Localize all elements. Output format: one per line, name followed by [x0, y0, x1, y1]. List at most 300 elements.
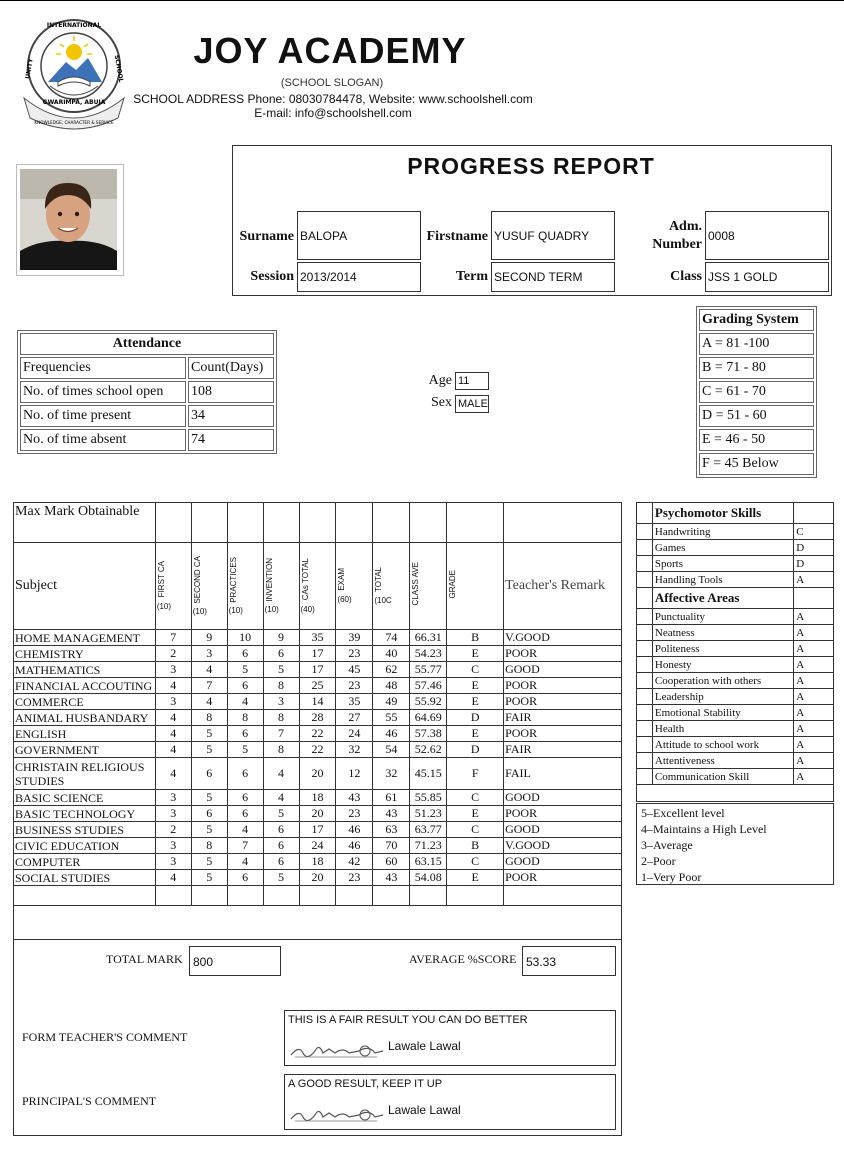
skill-label: Handling Tools: [652, 572, 793, 588]
skill-spacer: [637, 572, 653, 588]
remark-cell: GOOD: [504, 854, 622, 870]
form-teacher-comment-box: [284, 1010, 616, 1066]
skill-row: [637, 556, 834, 572]
skill-row: [637, 609, 834, 625]
score-cell: 42: [336, 854, 373, 870]
skill-row: [637, 641, 834, 657]
score-cell: E: [447, 694, 504, 710]
col-max: (60): [337, 594, 352, 604]
skill-label: Neatness: [652, 625, 793, 641]
score-cell: 7: [155, 630, 191, 646]
skill-rating: A: [794, 641, 834, 657]
comments-divider: [14, 939, 622, 940]
score-cell: 35: [336, 694, 373, 710]
subject-cell: COMMERCE: [14, 694, 156, 710]
score-cell: B: [447, 838, 504, 854]
table-row: [14, 742, 622, 758]
principal-comment-label: PRINCIPAL'S COMMENT: [22, 1094, 157, 1108]
grading-title: Grading System: [699, 309, 814, 331]
score-cell: 2: [155, 822, 191, 838]
rating-key-item: 3–Average: [641, 838, 693, 852]
total-mark-field: 800: [189, 946, 281, 976]
school-name: JOY ACADEMY: [193, 30, 467, 71]
grading-row: C = 61 - 70: [699, 381, 814, 403]
score-cell: 12: [336, 758, 373, 790]
skill-rating: D: [794, 556, 834, 572]
skill-rating: C: [794, 524, 834, 540]
skill-label: Communication Skill: [652, 769, 793, 785]
score-cell: D: [447, 742, 504, 758]
col-header: [191, 543, 227, 630]
col-header: [373, 543, 410, 630]
rating-key: [636, 803, 834, 885]
score-cell: 3: [155, 838, 191, 854]
skills-table: [636, 502, 834, 785]
average-field: 53.33: [522, 946, 616, 976]
table-row: [14, 822, 622, 838]
skill-label: Attentiveness: [652, 753, 793, 769]
remark-header: Teacher's Remark: [504, 543, 622, 630]
attendance-row-label: No. of times school open: [20, 381, 186, 403]
subject-header: Subject: [14, 543, 156, 630]
skill-rating: A: [794, 657, 834, 673]
attendance-row-value: 74: [188, 429, 274, 451]
score-cell: 6: [263, 822, 299, 838]
subject-cell: FINANCIAL ACCOUTING: [14, 678, 156, 694]
score-cell: 3: [263, 694, 299, 710]
subject-cell: CHRISTAIN RELIGIOUS STUDIES: [14, 758, 156, 790]
skill-spacer: [637, 556, 653, 572]
score-cell: 6: [263, 838, 299, 854]
score-cell: 25: [299, 678, 336, 694]
skill-row: [637, 572, 834, 588]
skill-label: Cooperation with others: [652, 673, 793, 689]
remark-cell: GOOD: [504, 662, 622, 678]
score-cell: 28: [299, 710, 336, 726]
col-max: (10C: [374, 596, 392, 606]
col-name: PRACTICES: [228, 556, 238, 603]
frequencies-header: Frequencies: [20, 357, 186, 379]
score-cell: 20: [299, 806, 336, 822]
score-cell: 6: [191, 806, 227, 822]
skill-label: Honesty: [652, 657, 793, 673]
score-cell: 62: [373, 662, 410, 678]
table-row: [14, 870, 622, 886]
student-photo: [20, 169, 117, 270]
score-cell: 6: [227, 646, 263, 662]
skill-spacer: [637, 753, 653, 769]
signature-icon: [289, 1039, 387, 1063]
firstname-field: YUSUF QUADRY: [491, 211, 615, 260]
score-cell: 17: [299, 662, 336, 678]
skill-label: Politeness: [652, 641, 793, 657]
affective-title: Affective Areas: [652, 588, 793, 609]
score-cell: 4: [155, 742, 191, 758]
score-cell: 6: [227, 790, 263, 806]
count-header: Count(Days): [188, 357, 274, 379]
adm-number-field: 0008: [705, 211, 829, 260]
remark-cell: POOR: [504, 694, 622, 710]
score-cell: 32: [373, 758, 410, 790]
score-cell: 4: [191, 694, 227, 710]
remark-cell: V.GOOD: [504, 630, 622, 646]
col-name: GRADE: [448, 569, 458, 599]
subject-cell: COMPUTER: [14, 854, 156, 870]
score-cell: 23: [336, 806, 373, 822]
skill-label: Handwriting: [652, 524, 793, 540]
score-cell: D: [447, 710, 504, 726]
col-name: CLASS AVE: [411, 562, 421, 606]
grading-row: D = 51 - 60: [699, 405, 814, 427]
rating-key-item: 1–Very Poor: [641, 870, 702, 884]
subject-cell: MATHEMATICS: [14, 662, 156, 678]
score-cell: 4: [155, 710, 191, 726]
score-cell: 17: [299, 646, 336, 662]
logo-text-top: INTERNATIONAL: [46, 22, 102, 29]
grading-row: A = 81 -100: [699, 333, 814, 355]
skill-rating: A: [794, 572, 834, 588]
col-header: [263, 543, 299, 630]
skill-row: [637, 721, 834, 737]
attendance-row-value: 34: [188, 405, 274, 427]
score-cell: 14: [299, 694, 336, 710]
table-row: [14, 678, 622, 694]
attendance-row-label: No. of time present: [20, 405, 186, 427]
attendance-row-label: No. of time absent: [20, 429, 186, 451]
score-cell: 63.77: [410, 822, 447, 838]
max-mark-label: Max Mark Obtainable: [14, 503, 156, 543]
firstname-label: Firstname: [426, 229, 488, 244]
results-table: [13, 502, 622, 906]
score-cell: 3: [155, 854, 191, 870]
score-cell: 54.08: [410, 870, 447, 886]
col-max: (10): [264, 605, 279, 615]
score-cell: B: [447, 630, 504, 646]
table-row: [14, 838, 622, 854]
score-cell: 74: [373, 630, 410, 646]
col-header: [299, 543, 336, 630]
remark-cell: POOR: [504, 806, 622, 822]
skill-spacer: [637, 689, 653, 705]
adm-label-line1: Adm.: [668, 219, 702, 234]
skill-label: Sports: [652, 556, 793, 572]
score-cell: C: [447, 822, 504, 838]
score-cell: 35: [299, 630, 336, 646]
score-cell: 8: [263, 710, 299, 726]
score-cell: 7: [227, 838, 263, 854]
signature-icon: [289, 1103, 387, 1127]
score-cell: 3: [155, 790, 191, 806]
col-max: (40): [300, 604, 315, 614]
principal-comment: A GOOD RESULT, KEEP IT UP: [288, 1078, 443, 1090]
col-name: CAs TOTAL: [300, 558, 310, 601]
score-cell: 5: [263, 870, 299, 886]
skill-label: Health: [652, 721, 793, 737]
table-row: [14, 694, 622, 710]
attendance-table: [17, 330, 277, 454]
skill-spacer: [637, 657, 653, 673]
score-cell: 4: [191, 662, 227, 678]
remark-cell: POOR: [504, 646, 622, 662]
age-label: Age: [428, 373, 452, 388]
skill-spacer: [637, 673, 653, 689]
col-header: [227, 543, 263, 630]
score-cell: 9: [191, 630, 227, 646]
score-cell: 4: [263, 758, 299, 790]
score-cell: 51.23: [410, 806, 447, 822]
score-cell: 39: [336, 630, 373, 646]
col-name: FIRST CA: [156, 561, 166, 598]
score-cell: 6: [227, 870, 263, 886]
score-cell: 8: [227, 710, 263, 726]
score-cell: 40: [373, 646, 410, 662]
col-header: [155, 543, 191, 630]
skill-row: [637, 625, 834, 641]
col-name: TOTAL: [374, 566, 384, 593]
session-label: Session: [250, 269, 294, 284]
principal-name: Lawale Lawal: [388, 1103, 461, 1117]
score-cell: 6: [227, 726, 263, 742]
table-row: [14, 710, 622, 726]
score-cell: 5: [263, 806, 299, 822]
score-cell: 27: [336, 710, 373, 726]
score-cell: 5: [191, 854, 227, 870]
score-cell: 3: [155, 662, 191, 678]
rating-key-item: 2–Poor: [641, 854, 676, 868]
psychomotor-title: Psychomotor Skills: [652, 503, 793, 524]
score-cell: 48: [373, 678, 410, 694]
score-cell: 22: [299, 726, 336, 742]
class-label: Class: [670, 269, 702, 284]
col-name: INVENTION: [264, 557, 274, 602]
logo-text-band: GWARIMPA, ABUJA: [42, 99, 106, 106]
skill-row: [637, 540, 834, 556]
skill-rating: A: [794, 769, 834, 785]
table-row: [14, 726, 622, 742]
score-cell: 63: [373, 822, 410, 838]
skill-row: [637, 673, 834, 689]
skill-spacer: [637, 737, 653, 753]
score-cell: E: [447, 806, 504, 822]
col-header: [447, 543, 504, 630]
score-cell: 55: [373, 710, 410, 726]
skill-spacer: [637, 641, 653, 657]
skill-rating: A: [794, 609, 834, 625]
score-cell: C: [447, 854, 504, 870]
score-cell: 54: [373, 742, 410, 758]
score-cell: 5: [263, 662, 299, 678]
score-cell: 20: [299, 870, 336, 886]
surname-label: Surname: [239, 229, 294, 244]
skill-rating: A: [794, 753, 834, 769]
score-cell: 6: [227, 758, 263, 790]
subject-cell: CHEMISTRY: [14, 646, 156, 662]
score-cell: F: [447, 758, 504, 790]
skill-row: [637, 705, 834, 721]
grading-row: F = 45 Below: [699, 453, 814, 475]
score-cell: 52.62: [410, 742, 447, 758]
score-cell: 63.15: [410, 854, 447, 870]
logo-text-motto: KNOWLEDGE, CHARACTER & SERVICE: [34, 120, 114, 125]
score-cell: 6: [227, 806, 263, 822]
principal-comment-box: [284, 1074, 616, 1130]
score-cell: 57.38: [410, 726, 447, 742]
col-max: (10): [228, 606, 243, 616]
skill-label: Emotional Stability: [652, 705, 793, 721]
session-field: 2013/2014: [297, 262, 421, 292]
logo-text-left: UNITY: [24, 57, 35, 80]
col-header: [410, 543, 447, 630]
skill-row: [637, 737, 834, 753]
remark-cell: GOOD: [504, 790, 622, 806]
score-cell: 7: [191, 678, 227, 694]
school-address: SCHOOL ADDRESS Phone: 08030784478, Website: www.schoolshell.com: [133, 92, 533, 106]
surname-field: BALOPA: [297, 211, 421, 260]
score-cell: 45: [336, 662, 373, 678]
remark-cell: FAIR: [504, 710, 622, 726]
col-name: SECOND CA: [192, 555, 202, 604]
score-cell: 66.31: [410, 630, 447, 646]
score-cell: 23: [336, 870, 373, 886]
remark-cell: GOOD: [504, 822, 622, 838]
table-row: [14, 806, 622, 822]
score-cell: 55.77: [410, 662, 447, 678]
table-row: [14, 662, 622, 678]
table-row: [14, 854, 622, 870]
score-cell: 23: [336, 646, 373, 662]
score-cell: 5: [227, 662, 263, 678]
col-max: (10): [192, 607, 207, 617]
score-cell: 70: [373, 838, 410, 854]
score-cell: 55.85: [410, 790, 447, 806]
score-cell: 46: [336, 822, 373, 838]
subject-cell: BUSINESS STUDIES: [14, 822, 156, 838]
skill-spacer: [637, 524, 653, 540]
score-cell: 6: [227, 678, 263, 694]
skill-label: Leadership: [652, 689, 793, 705]
score-cell: 4: [227, 822, 263, 838]
subject-cell: BASIC TECHNOLOGY: [14, 806, 156, 822]
grading-system-table: [696, 306, 817, 478]
skill-rating: D: [794, 540, 834, 556]
score-cell: 3: [155, 694, 191, 710]
term-label: Term: [455, 269, 488, 284]
score-cell: C: [447, 662, 504, 678]
skill-row: [637, 657, 834, 673]
score-cell: 9: [263, 630, 299, 646]
score-cell: 46: [373, 726, 410, 742]
skill-rating: A: [794, 689, 834, 705]
skill-row: [637, 753, 834, 769]
score-cell: 43: [373, 806, 410, 822]
score-cell: 24: [299, 838, 336, 854]
subject-cell: HOME MANAGEMENT: [14, 630, 156, 646]
table-row: [14, 758, 622, 790]
score-cell: 4: [155, 678, 191, 694]
subject-cell: ENGLISH: [14, 726, 156, 742]
score-cell: 24: [336, 726, 373, 742]
score-cell: 18: [299, 790, 336, 806]
score-cell: 71.23: [410, 838, 447, 854]
score-cell: 5: [191, 822, 227, 838]
table-row: [14, 630, 622, 646]
sex-field: MALE: [455, 395, 489, 413]
class-field: JSS 1 GOLD: [705, 262, 829, 292]
score-cell: 7: [263, 726, 299, 742]
score-cell: 8: [191, 710, 227, 726]
attendance-row-value: 108: [188, 381, 274, 403]
score-cell: 61: [373, 790, 410, 806]
score-cell: 22: [299, 742, 336, 758]
report-title: PROGRESS REPORT: [407, 153, 655, 179]
skill-rating: A: [794, 673, 834, 689]
score-cell: C: [447, 790, 504, 806]
score-cell: E: [447, 870, 504, 886]
subject-cell: CIVIC EDUCATION: [14, 838, 156, 854]
grading-row: E = 46 - 50: [699, 429, 814, 451]
score-cell: 4: [227, 854, 263, 870]
remark-cell: FAIL: [504, 758, 622, 790]
score-cell: 6: [191, 758, 227, 790]
grading-row: B = 71 - 80: [699, 357, 814, 379]
skill-spacer: [637, 609, 653, 625]
school-email: E-mail: info@schoolshell.com: [254, 106, 412, 120]
score-cell: 6: [263, 646, 299, 662]
score-cell: 4: [227, 694, 263, 710]
score-cell: 49: [373, 694, 410, 710]
skill-row: [637, 689, 834, 705]
table-row: [14, 646, 622, 662]
col-name: EXAM: [337, 568, 347, 591]
score-cell: E: [447, 726, 504, 742]
skill-spacer: [637, 769, 653, 785]
skill-label: Games: [652, 540, 793, 556]
skill-row: [637, 524, 834, 540]
score-cell: 8: [191, 838, 227, 854]
average-label: AVERAGE %SCORE: [409, 952, 517, 966]
skill-rating: A: [794, 721, 834, 737]
attendance-title: Attendance: [20, 333, 274, 355]
score-cell: 17: [299, 822, 336, 838]
rating-key-item: 4–Maintains a High Level: [641, 822, 767, 836]
score-cell: E: [447, 678, 504, 694]
skill-rating: A: [794, 625, 834, 641]
adm-label-line2: Number: [652, 237, 702, 252]
score-cell: E: [447, 646, 504, 662]
skill-rating: A: [794, 737, 834, 753]
score-cell: 64.69: [410, 710, 447, 726]
remark-cell: POOR: [504, 870, 622, 886]
form-teacher-name: Lawale Lawal: [388, 1039, 461, 1053]
score-cell: 5: [191, 742, 227, 758]
score-cell: 8: [263, 678, 299, 694]
score-cell: 3: [191, 646, 227, 662]
form-teacher-comment: THIS IS A FAIR RESULT YOU CAN DO BETTER: [288, 1014, 528, 1026]
score-cell: 45.15: [410, 758, 447, 790]
table-row: [14, 790, 622, 806]
subject-cell: SOCIAL STUDIES: [14, 870, 156, 886]
subject-cell: ANIMAL HUSBANDARY: [14, 710, 156, 726]
score-cell: 10: [227, 630, 263, 646]
score-cell: 20: [299, 758, 336, 790]
remark-cell: V.GOOD: [504, 838, 622, 854]
col-max: (10): [156, 601, 172, 611]
top-border: [0, 0, 844, 1]
score-cell: 18: [299, 854, 336, 870]
remark-cell: POOR: [504, 726, 622, 742]
score-cell: 5: [191, 870, 227, 886]
skill-spacer: [637, 721, 653, 737]
